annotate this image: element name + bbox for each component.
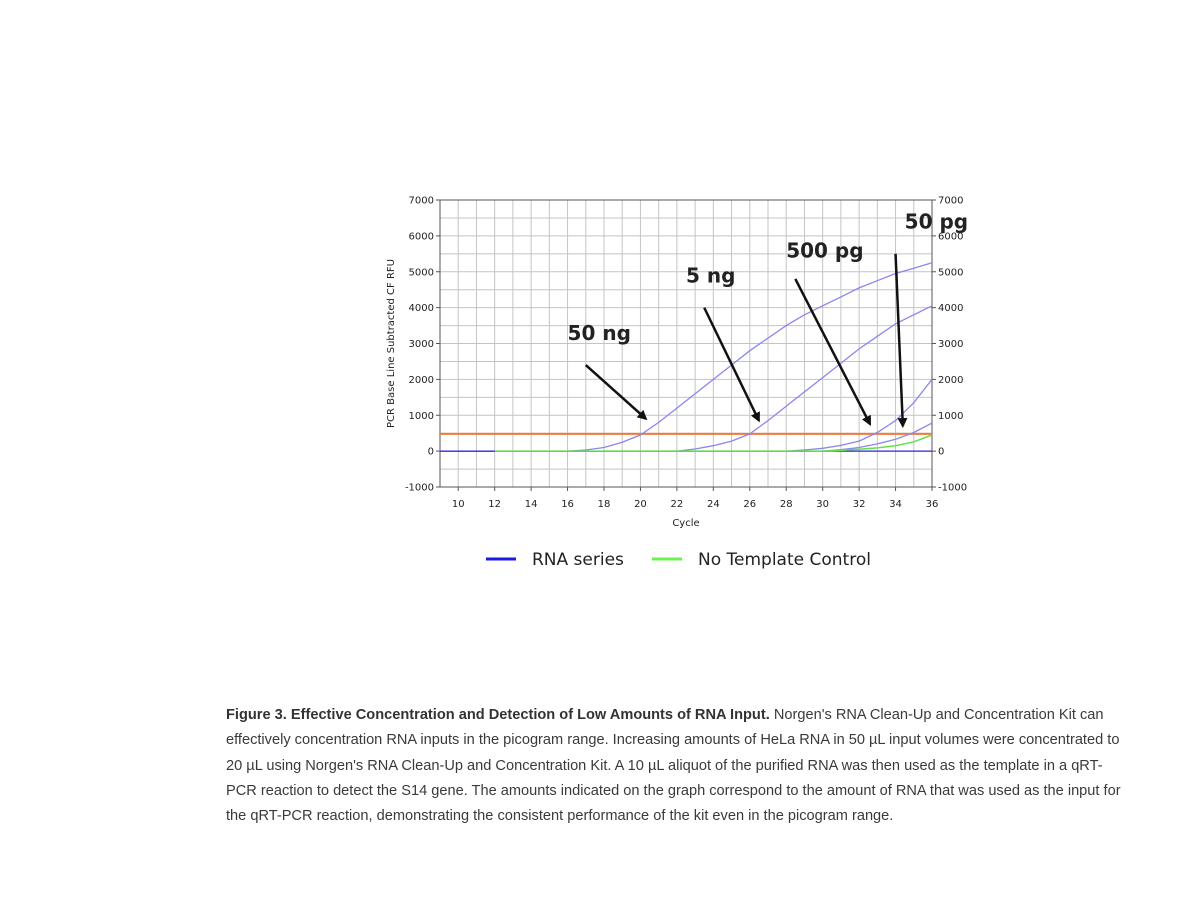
- x-tick-label: 18: [597, 499, 611, 510]
- caption-title: Figure 3. Effective Concentration and Detection of Low Amounts of RNA Input.: [226, 707, 770, 723]
- y-tick-label-right: -1000: [938, 482, 968, 494]
- x-tick-label: 22: [670, 499, 684, 510]
- x-tick-label: 14: [524, 499, 538, 510]
- annotation-label: 50 ng: [567, 320, 631, 345]
- y-tick-label-left: 1000: [408, 410, 434, 422]
- y-tick-label-right: 1000: [938, 410, 964, 422]
- y-tick-label-right: 5000: [938, 267, 964, 279]
- x-tick-label: 16: [561, 499, 574, 510]
- x-tick-label: 24: [706, 499, 720, 510]
- x-tick-label: 28: [779, 499, 793, 510]
- y-tick-label-left: 7000: [408, 195, 434, 207]
- annotation-label: 5 ng: [686, 263, 736, 288]
- x-tick-label: 26: [743, 499, 757, 510]
- y-tick-label-right: 4000: [938, 303, 964, 315]
- x-tick-label: 30: [816, 499, 830, 510]
- figure-caption: [226, 703, 1121, 829]
- x-tick-label: 10: [451, 499, 465, 510]
- y-tick-label-left: -1000: [404, 482, 434, 494]
- annotation-label: 50 pg: [904, 209, 969, 234]
- y-tick-label-left: 4000: [408, 303, 434, 315]
- caption-body: Norgen's RNA Clean-Up and Concentration Kit can effectively concentration RNA inputs in the picogram range. Increasing amounts of HeLa RNA in 50 µL input volumes were concentrated to 20 µL using Norgen's RNA Clean-Up and Concentration Kit. A 10 µL aliquot of the purified RNA was then used as the template in a qRT-PCR reaction to detect the S14 gene. The amounts indicated on the graph correspond to the amount of RNA that was used as the input for the qRT-PCR reaction, demonstrating the consistent performance of the kit even in the picogram range.: [226, 707, 1121, 825]
- y-tick-label-right: 6000: [938, 231, 964, 243]
- x-tick-label: 36: [925, 499, 939, 510]
- y-tick-label-right: 0: [938, 446, 945, 458]
- x-tick-label: 20: [634, 499, 647, 510]
- y-tick-label-left: 0: [427, 446, 434, 458]
- y-tick-label-left: 5000: [408, 267, 434, 279]
- x-tick-label: 32: [852, 499, 866, 510]
- legend-label: RNA series: [532, 550, 624, 570]
- y-tick-label-right: 7000: [938, 195, 964, 207]
- x-axis-label: Cycle: [672, 518, 700, 529]
- qpcr-chart: [380, 185, 980, 585]
- y-tick-label-left: 3000: [408, 339, 434, 350]
- y-tick-label-left: 2000: [408, 374, 434, 386]
- y-tick-label-right: 2000: [938, 374, 964, 386]
- chart-svg: [380, 185, 980, 585]
- annotation-label: 500 pg: [786, 238, 864, 263]
- legend-label: No Template Control: [698, 550, 871, 570]
- y-tick-label-right: 3000: [938, 339, 964, 350]
- x-tick-label: 34: [889, 499, 902, 510]
- y-tick-label-left: 6000: [408, 231, 434, 243]
- chart-legend: [486, 550, 871, 570]
- y-axis-label: PCR Base Line Subtracted CF RFU: [386, 259, 397, 428]
- x-tick-label: 12: [488, 499, 502, 510]
